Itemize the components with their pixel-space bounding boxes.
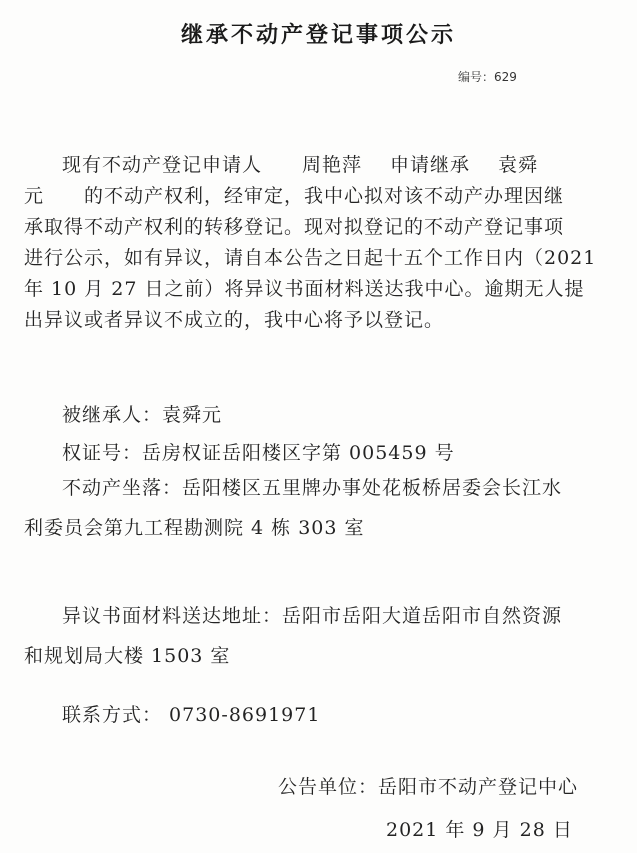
property-location-field — [24, 468, 636, 548]
paragraph-text: 的不动产权利，经审定，我中心拟对该不动产办理因继 — [84, 185, 565, 207]
paragraph-line-1 — [24, 150, 636, 181]
paragraph-line-2 — [24, 181, 636, 212]
notice-date: 2021 年 9 月 28 日 — [386, 819, 573, 841]
applicant-name: 周艳萍 — [302, 154, 363, 176]
issuer-line: 公告单位：岳阳市不动产登记中心 — [278, 776, 579, 798]
decedent-field: 被继承人：袁舜元 — [62, 404, 223, 426]
objection-address-field — [24, 596, 636, 676]
notice-title: 继承不动产登记事项公示 — [180, 23, 456, 48]
notice-paragraph — [24, 150, 636, 336]
paragraph-text: 现有不动产登记申请人 — [62, 154, 263, 176]
paragraph-line-6: 出异议或者异议不成立的，我中心将予以登记。 — [24, 309, 445, 331]
objection-address-line-2: 和规划局大楼 1503 室 — [24, 645, 231, 667]
decedent-name: 袁舜 — [498, 154, 539, 176]
paragraph-line-5: 年 10 月 27 日之前）将异议书面材料送达我中心。逾期无人提 — [24, 278, 585, 300]
paragraph-line-4: 进行公示，如有异议，请自本公告之日起十五个工作日内（2021 — [24, 247, 597, 269]
document-number: 编号：629 — [458, 70, 517, 84]
property-location-line-2: 利委员会第九工程勘测院 4 栋 303 室 — [24, 517, 365, 539]
decedent-name-end: 元 — [24, 185, 45, 207]
property-location-line-1: 不动产坐落：岳阳楼区五里牌办事处花板桥居委会长江水 — [62, 477, 563, 499]
contact-field: 联系方式： 0730-8691971 — [62, 704, 321, 726]
objection-address-line-1: 异议书面材料送达地址：岳阳市岳阳大道岳阳市自然资源 — [62, 605, 563, 627]
paragraph-text: 申请继承 — [390, 154, 471, 176]
certificate-number-field: 权证号：岳房权证岳阳楼区字第 005459 号 — [62, 442, 455, 464]
paragraph-line-3: 承取得不动产权利的转移登记。现对拟登记的不动产登记事项 — [24, 216, 565, 238]
